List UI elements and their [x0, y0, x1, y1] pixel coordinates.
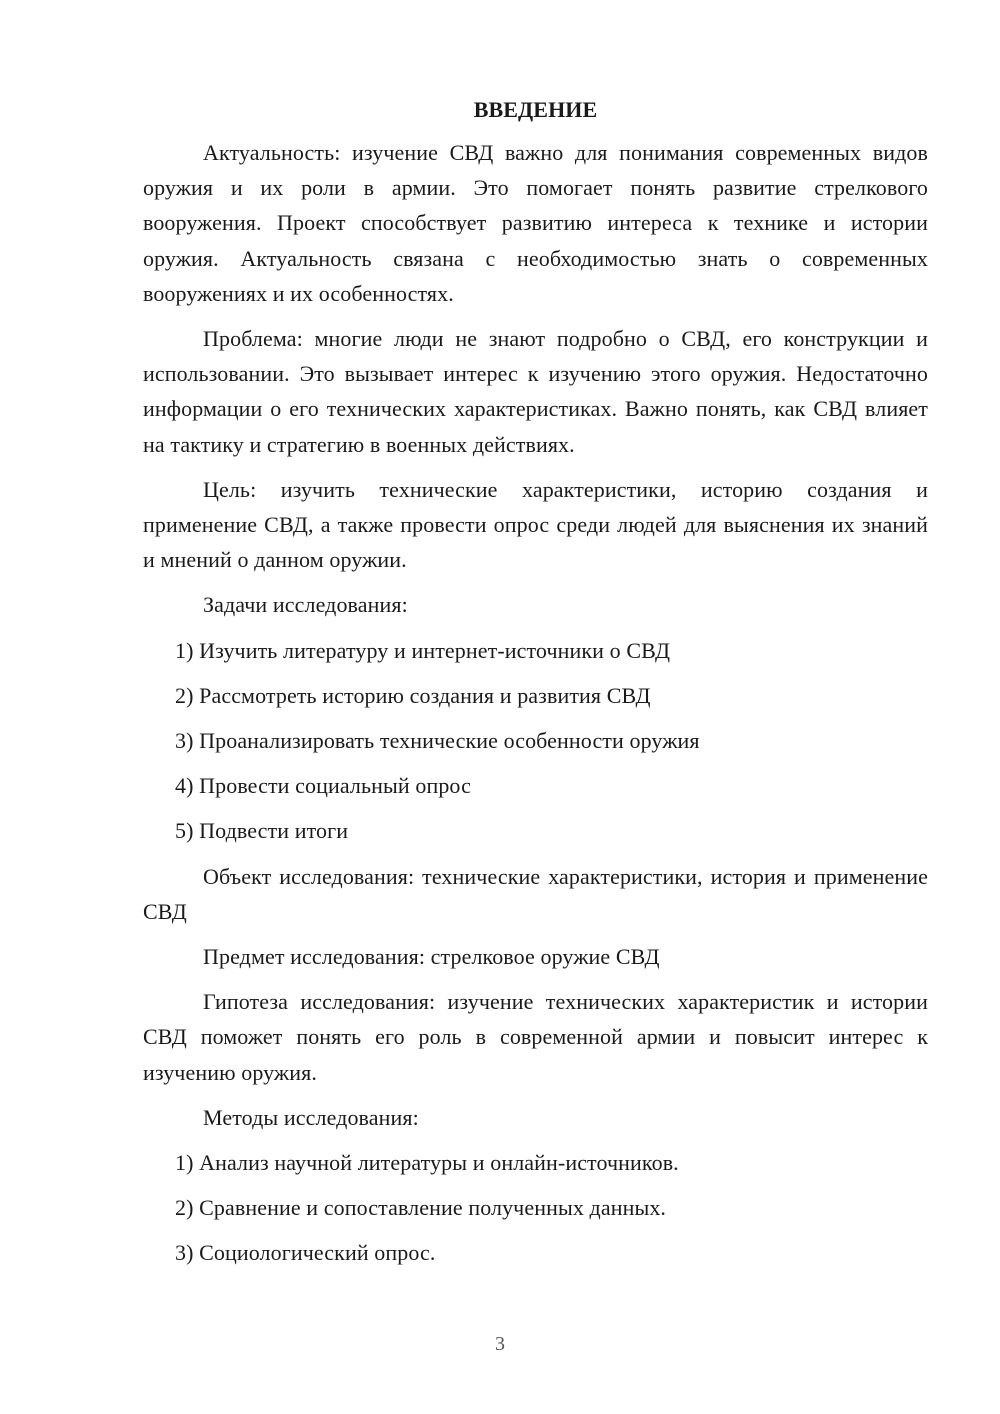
method-item: 2) Сравнение и сопоставление полученных данных. [175, 1195, 667, 1221]
relevance-paragraph: Актуальность: изучение СВД важно для понимания современных видов оружия и их роли в армии. Это помогает понять развитие стрелкового вооружения. Проект способствует развитию интереса к технике и истории оружия. Актуальность связана с необходимостью знать о современных вооружениях и их особенностях. [143, 140, 928, 306]
task-item: 5) Подвести итоги [175, 818, 349, 844]
document-page [143, 92, 928, 1281]
subject-paragraph: Предмет исследования: стрелковое оружие СВД [203, 944, 660, 970]
page-number: 3 [495, 1333, 505, 1355]
method-item: 3) Социологический опрос. [175, 1240, 436, 1266]
section-title: ВВЕДЕНИЕ [473, 97, 598, 122]
method-item: 1) Анализ научной литературы и онлайн-источников. [175, 1150, 679, 1176]
task-item: 2) Рассмотреть историю создания и развития СВД [175, 682, 651, 708]
problem-paragraph: Проблема: многие люди не знают подробно о СВД, его конструкции и использовании. Это вызывает интерес к изучению этого оружия. Недостаточно информации о его технических характеристиках. Важно понять, как СВД влияет на тактику и стратегию в военных действиях. [143, 326, 928, 457]
task-item: 4) Провести социальный опрос [175, 773, 471, 799]
task-item: 3) Проанализировать технические особенности оружия [175, 728, 700, 754]
hypothesis-paragraph: Гипотеза исследования: изучение технических характеристик и истории СВД поможет понять его роль в современной армии и повысит интерес к изучению оружия. [143, 989, 928, 1085]
goal-paragraph: Цель: изучить технические характеристики, историю создания и применение СВД, а также провести опрос среди людей для выяснения их знаний и мнений о данном оружии. [143, 476, 928, 573]
object-paragraph: Объект исследования: технические характеристики, история и применение СВД [143, 863, 928, 924]
task-item: 1) Изучить литературу и интернет-источники о СВД [175, 637, 671, 663]
methods-heading: Методы исследования: [203, 1104, 419, 1130]
tasks-heading: Задачи исследования: [203, 592, 408, 618]
